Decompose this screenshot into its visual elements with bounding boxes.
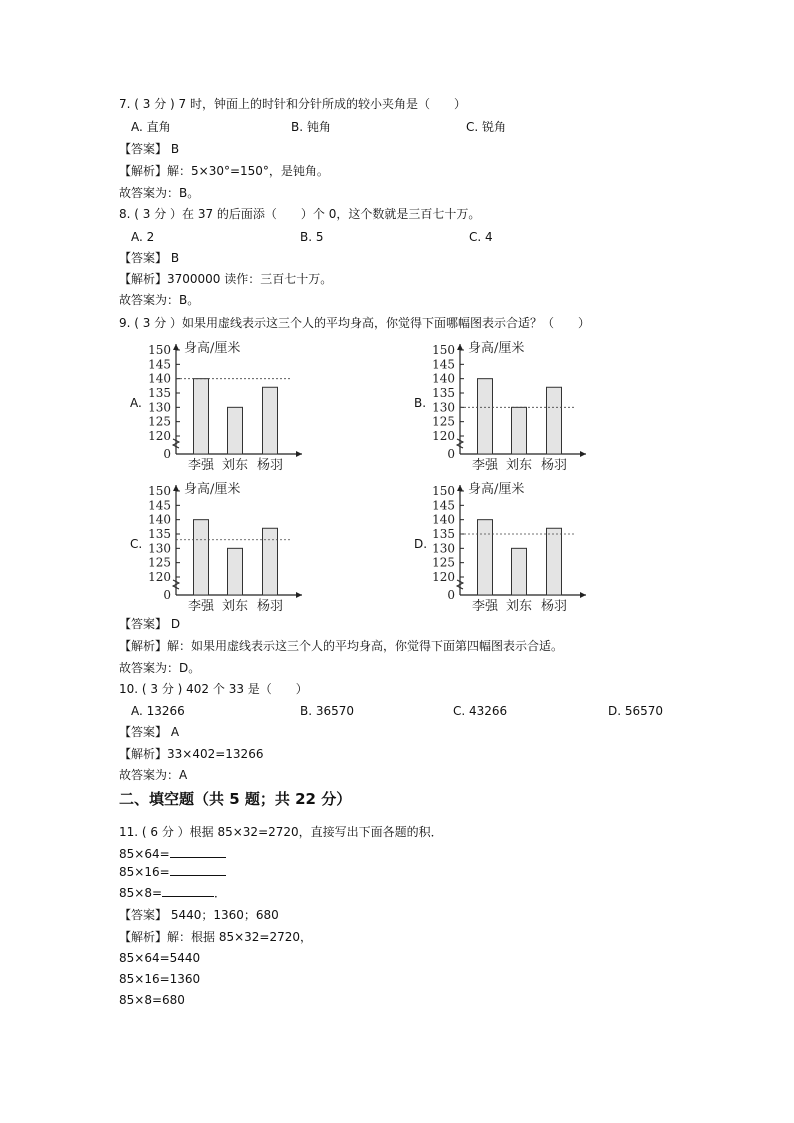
section-title: 二、填空题（共 5 题；共 22 分）: [119, 790, 352, 808]
q9-answer: 【答案】 D: [119, 617, 181, 631]
y-tick-label: 140: [148, 371, 171, 386]
chart-option-label: A.: [130, 396, 142, 410]
category-label: 杨羽: [256, 599, 284, 613]
y-axis-arrow: [457, 344, 463, 350]
y-axis-label: 身高/厘米: [184, 341, 241, 356]
category-label: 刘东: [221, 599, 249, 613]
y-tick-label: 125: [148, 555, 171, 570]
y-tick-label: 130: [432, 541, 455, 556]
y-tick-label: 120: [432, 429, 455, 443]
chart-option-label: D.: [414, 537, 428, 551]
category-label: 李强: [187, 458, 215, 472]
q11-answer: 【答案】 5440；1360；680: [119, 908, 279, 922]
y-axis-label: 身高/厘米: [468, 341, 525, 356]
y-axis-label: 身高/厘米: [184, 482, 241, 497]
category-label: 杨羽: [540, 458, 568, 472]
q9-stem: 9. ( 3 分 ）如果用虚线表示这三个人的平均身高，你觉得下面哪幅图表示合适？（ ）: [119, 316, 591, 330]
y-tick-label: 125: [432, 414, 455, 429]
q8-stem: 8. ( 3 分 ）在 37 的后面添（ ）个 0，这个数就是三百七十万。: [119, 207, 481, 221]
category-label: 刘东: [505, 458, 533, 472]
q11-blank-3-label: 85×8=: [119, 886, 163, 900]
q8-conclusion: 故答案为：B。: [119, 293, 200, 307]
q10-option-d: D. 56570: [608, 704, 664, 718]
q7-option-b: B. 钝角: [291, 120, 331, 134]
y-tick-label: 120: [148, 570, 171, 584]
q7-option-a: A. 直角: [131, 120, 171, 134]
x-axis-arrow: [296, 451, 302, 457]
bar: [228, 548, 243, 595]
category-label: 李强: [471, 458, 499, 472]
x-axis-arrow: [580, 451, 586, 457]
y-tick-label: 140: [432, 512, 455, 527]
y-tick-label: 120: [148, 429, 171, 443]
category-label: 刘东: [221, 458, 249, 472]
q9-conclusion: 故答案为：D。: [119, 661, 201, 675]
q11-blank-row: [119, 864, 226, 880]
q7-answer: 【答案】 B: [119, 142, 180, 156]
x-axis-arrow: [580, 592, 586, 598]
q11-analysis: 【解析】解：根据 85×32=2720，: [119, 930, 313, 944]
y-tick-label: 145: [148, 357, 171, 372]
bar-chart-svg: [128, 336, 308, 472]
y-tick-label: 150: [432, 343, 455, 357]
y-tick-label: 150: [432, 484, 455, 498]
category-label: 李强: [471, 599, 499, 613]
chart-option-a: [128, 336, 308, 472]
y-tick-label: 135: [432, 386, 455, 400]
answer-blank: [170, 846, 226, 858]
q10-option-a: A. 13266: [131, 704, 185, 718]
y-tick-label: 120: [432, 570, 455, 584]
category-label: 李强: [187, 599, 215, 613]
q11-step-1: 85×64=5440: [119, 951, 201, 965]
chart-option-d: [412, 477, 592, 613]
q8-option-b: B. 5: [300, 230, 324, 244]
chart-option-label: C.: [130, 537, 143, 551]
bar-chart-svg: [128, 477, 308, 613]
y-tick-label: 140: [148, 512, 171, 527]
y-tick-label: 130: [432, 400, 455, 415]
category-label: 刘东: [505, 599, 533, 613]
q11-stem: 11. ( 6 分 ）根据 85×32=2720，直接写出下面各题的积．: [119, 825, 443, 839]
bar: [263, 387, 278, 454]
bar: [512, 407, 527, 454]
y-tick-label: 140: [432, 371, 455, 386]
y-tick-label: 0: [447, 588, 455, 602]
y-tick-label: 130: [148, 541, 171, 556]
q11-blank-end: ．: [214, 886, 227, 900]
q11-blank-1-label: 85×64=: [119, 847, 170, 861]
q8-option-a: A. 2: [131, 230, 155, 244]
q11-blank-2-label: 85×16=: [119, 865, 170, 879]
y-axis-arrow: [457, 485, 463, 491]
y-tick-label: 135: [148, 386, 171, 400]
q8-analysis: 【解析】3700000 读作：三百七十万。: [119, 272, 333, 286]
chart-option-b: [412, 336, 592, 472]
axis-break-mark: [173, 439, 179, 448]
bar-chart-svg: [412, 477, 592, 613]
bar: [512, 548, 527, 595]
y-tick-label: 150: [148, 343, 171, 357]
bar: [228, 407, 243, 454]
bar: [194, 520, 209, 595]
bar: [547, 528, 562, 595]
q10-answer: 【答案】 A: [119, 725, 180, 739]
y-axis-arrow: [173, 485, 179, 491]
axis-break-mark: [457, 580, 463, 589]
y-tick-label: 0: [163, 447, 171, 461]
answer-blank: [162, 885, 214, 897]
y-tick-label: 0: [447, 447, 455, 461]
y-axis-label: 身高/厘米: [468, 482, 525, 497]
y-tick-label: 135: [148, 527, 171, 541]
q10-analysis: 【解析】33×402=13266: [119, 747, 264, 761]
q11-blank-row: [119, 885, 226, 901]
axis-break-mark: [173, 580, 179, 589]
bar-chart-svg: [412, 336, 592, 472]
q7-analysis: 【解析】解：5×30°=150°，是钝角。: [119, 164, 329, 178]
answer-blank: [170, 864, 226, 876]
bar: [194, 379, 209, 454]
q10-option-b: B. 36570: [300, 704, 355, 718]
q10-stem: 10. ( 3 分 ) 402 个 33 是（ ）: [119, 682, 308, 696]
y-tick-label: 125: [148, 414, 171, 429]
y-tick-label: 150: [148, 484, 171, 498]
y-tick-label: 145: [432, 357, 455, 372]
bar: [263, 528, 278, 595]
q10-option-c: C. 43266: [453, 704, 508, 718]
y-tick-label: 130: [148, 400, 171, 415]
y-axis-arrow: [173, 344, 179, 350]
axis-break-mark: [457, 439, 463, 448]
category-label: 杨羽: [540, 599, 568, 613]
q7-stem: 7. ( 3 分 ) 7 时，钟面上的时针和分针所成的较小夹角是（ ）: [119, 97, 466, 111]
q11-blank-row: [119, 846, 226, 862]
y-tick-label: 145: [432, 498, 455, 513]
y-tick-label: 0: [163, 588, 171, 602]
q10-conclusion: 故答案为：A: [119, 768, 188, 782]
y-tick-label: 125: [432, 555, 455, 570]
q11-step-2: 85×16=1360: [119, 972, 201, 986]
chart-option-label: B.: [414, 396, 427, 410]
y-tick-label: 135: [432, 527, 455, 541]
category-label: 杨羽: [256, 458, 284, 472]
chart-option-c: [128, 477, 308, 613]
q8-answer: 【答案】 B: [119, 251, 180, 265]
q7-option-c: C. 锐角: [466, 120, 507, 134]
q7-conclusion: 故答案为：B。: [119, 186, 200, 200]
q9-analysis: 【解析】解：如果用虚线表示这三个人的平均身高，你觉得下面第四幅图表示合适。: [119, 639, 564, 653]
bar: [547, 387, 562, 454]
y-tick-label: 145: [148, 498, 171, 513]
bar: [478, 379, 493, 454]
q11-step-3: 85×8=680: [119, 993, 185, 1007]
q8-option-c: C. 4: [469, 230, 493, 244]
bar: [478, 520, 493, 595]
x-axis-arrow: [296, 592, 302, 598]
